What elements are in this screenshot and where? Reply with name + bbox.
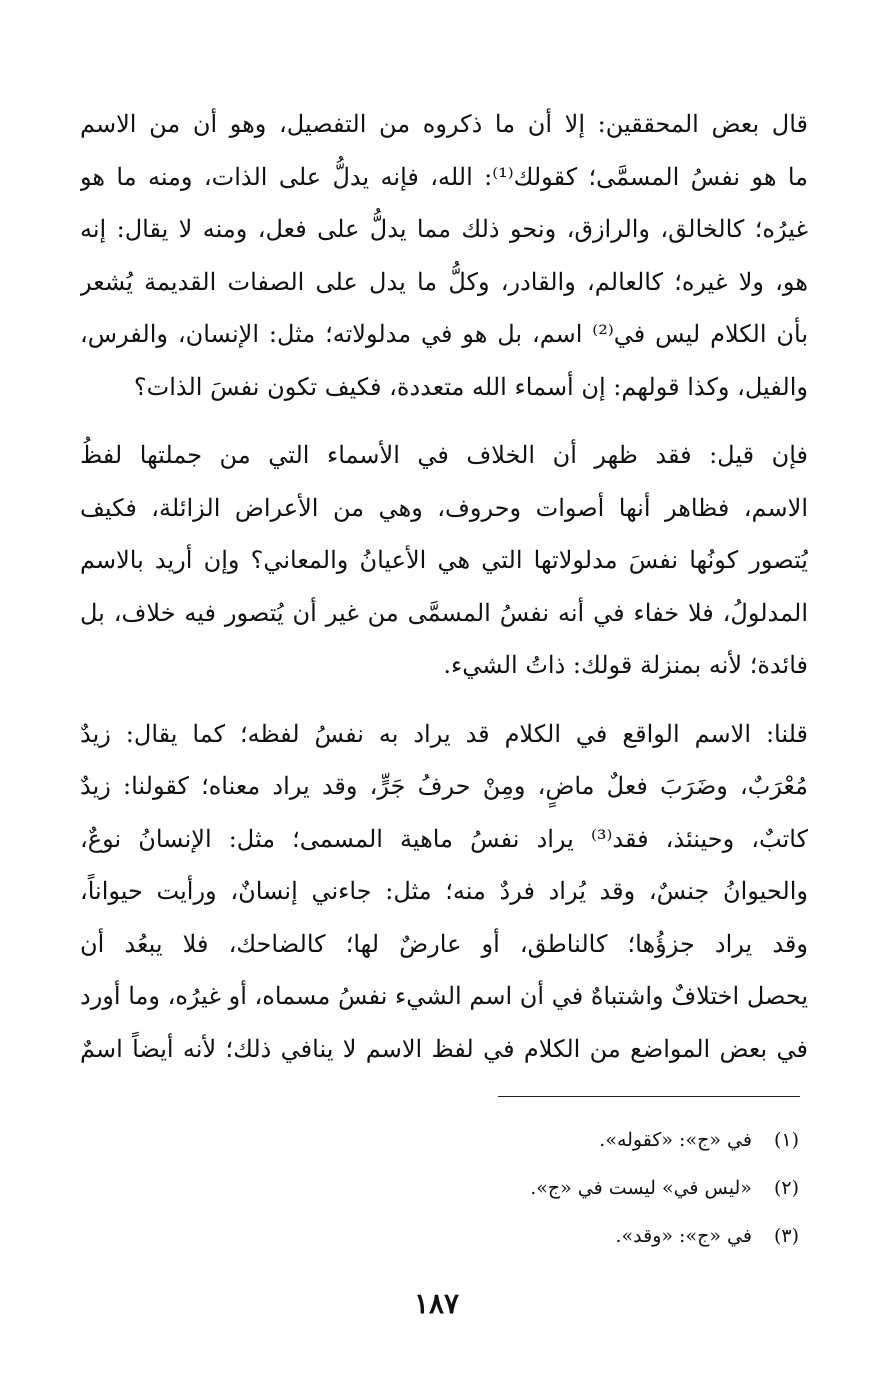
text-line: مُعْرَبٌ، وضَرَبَ فعلٌ ماضٍ، ومِنْ حرفُ جَرٍّ، وقد يراد معناه؛ كقولنا: زيدٌ xyxy=(80,772,808,800)
footnote-item xyxy=(99,1212,799,1260)
text-line: يحصل اختلافٌ واشتباهٌ في أن اسم الشيء نفسُ مسماه، أو غيرُه، وما أورد xyxy=(80,982,808,1010)
text-line: فائدة؛ لأنه بمنزلة قولك: ذاتُ الشيء. xyxy=(443,651,808,679)
text-line: بأن الكلام ليس في⁽²⁾ اسم، بل هو في مدلولاته؛ مثل: الإنسان، والفرس، xyxy=(80,320,808,348)
text-line: الاسم، فظاهر أنها أصوات وحروف، وهي من الأعراض الزائلة، فكيف xyxy=(80,493,808,522)
text-line: يُتصور كونُها نفسَ مدلولاتها التي هي الأعيانُ والمعاني؟ وإن أريد بالاسم xyxy=(80,546,808,574)
text-line: والحيوانُ جنسٌ، وقد يُراد فردٌ منه؛ مثل: جاءني إنسانٌ، ورأيت حيواناً، xyxy=(80,877,808,905)
text-line: غيرُه؛ كالخالق، والرازق، ونحو ذلك مما يدلُّ على فعل، ومنه لا يقال: إنه xyxy=(80,215,808,243)
text-line: قال بعض المحققين: إلا أن ما ذكروه من التفصيل، وهو أن من الاسم xyxy=(80,110,808,138)
footnote-number: (١) xyxy=(773,1129,799,1151)
text-line: ما هو نفسُ المسمَّى؛ كقولك⁽¹⁾: الله، فإنه يدلُّ على الذات، ومنه ما هو xyxy=(80,162,808,191)
paragraph-3 xyxy=(80,708,808,1076)
text-line: هو، ولا غيره؛ كالعالم، والقادر، وكلُّ ما يدل على الصفات القديمة يُشعر xyxy=(80,267,808,296)
footnote-item xyxy=(99,1164,799,1212)
text-line: قلنا: الاسم الواقع في الكلام قد يراد به نفسُ لفظه؛ كما يقال: زيدٌ xyxy=(80,719,808,748)
text-line: المدلولُ، فلا خفاء في أنه نفسُ المسمَّى من غير أن يُتصور فيه خلاف، بل xyxy=(80,598,808,627)
text-line: والفيل، وكذا قولهم: إن أسماء الله متعددة، فكيف تكون نفسَ الذات؟ xyxy=(133,372,808,401)
footnote-item xyxy=(99,1116,799,1164)
text-line: كاتبٌ، وحينئذ، فقد⁽³⁾ يراد نفسُ ماهية المسمى؛ مثل: الإنسانُ نوعٌ، xyxy=(80,824,808,853)
text-line: فإن قيل: فقد ظهر أن الخلاف في الأسماء التي من جملتها لفظُ xyxy=(80,441,808,469)
footnote-number: (٣) xyxy=(773,1225,799,1247)
paragraph-2 xyxy=(80,429,808,692)
footnote-number: (٢) xyxy=(773,1177,799,1199)
footnote-text: في «ج»: «وقد». xyxy=(615,1225,752,1247)
paragraph-spacer xyxy=(80,413,808,429)
footnote-divider xyxy=(498,1096,800,1097)
text-line: وقد يراد جزؤُها؛ كالناطق، أو عارضٌ لها؛ كالضاحك، فلا يبعُد أن xyxy=(80,929,808,958)
text-line: في بعض المواضع من الكلام في لفظ الاسم لا ينافي ذلك؛ لأنه أيضاً اسمٌ xyxy=(80,1034,808,1063)
footnote-text: في «ج»: «كقوله». xyxy=(599,1129,752,1151)
footnote-text: «ليس في» ليست في «ج». xyxy=(530,1177,752,1199)
main-text xyxy=(80,98,808,1075)
footnotes xyxy=(99,1116,799,1260)
page-number: ١٨٧ xyxy=(413,1287,460,1320)
paragraph-1 xyxy=(80,98,808,413)
paragraph-spacer xyxy=(80,692,808,708)
